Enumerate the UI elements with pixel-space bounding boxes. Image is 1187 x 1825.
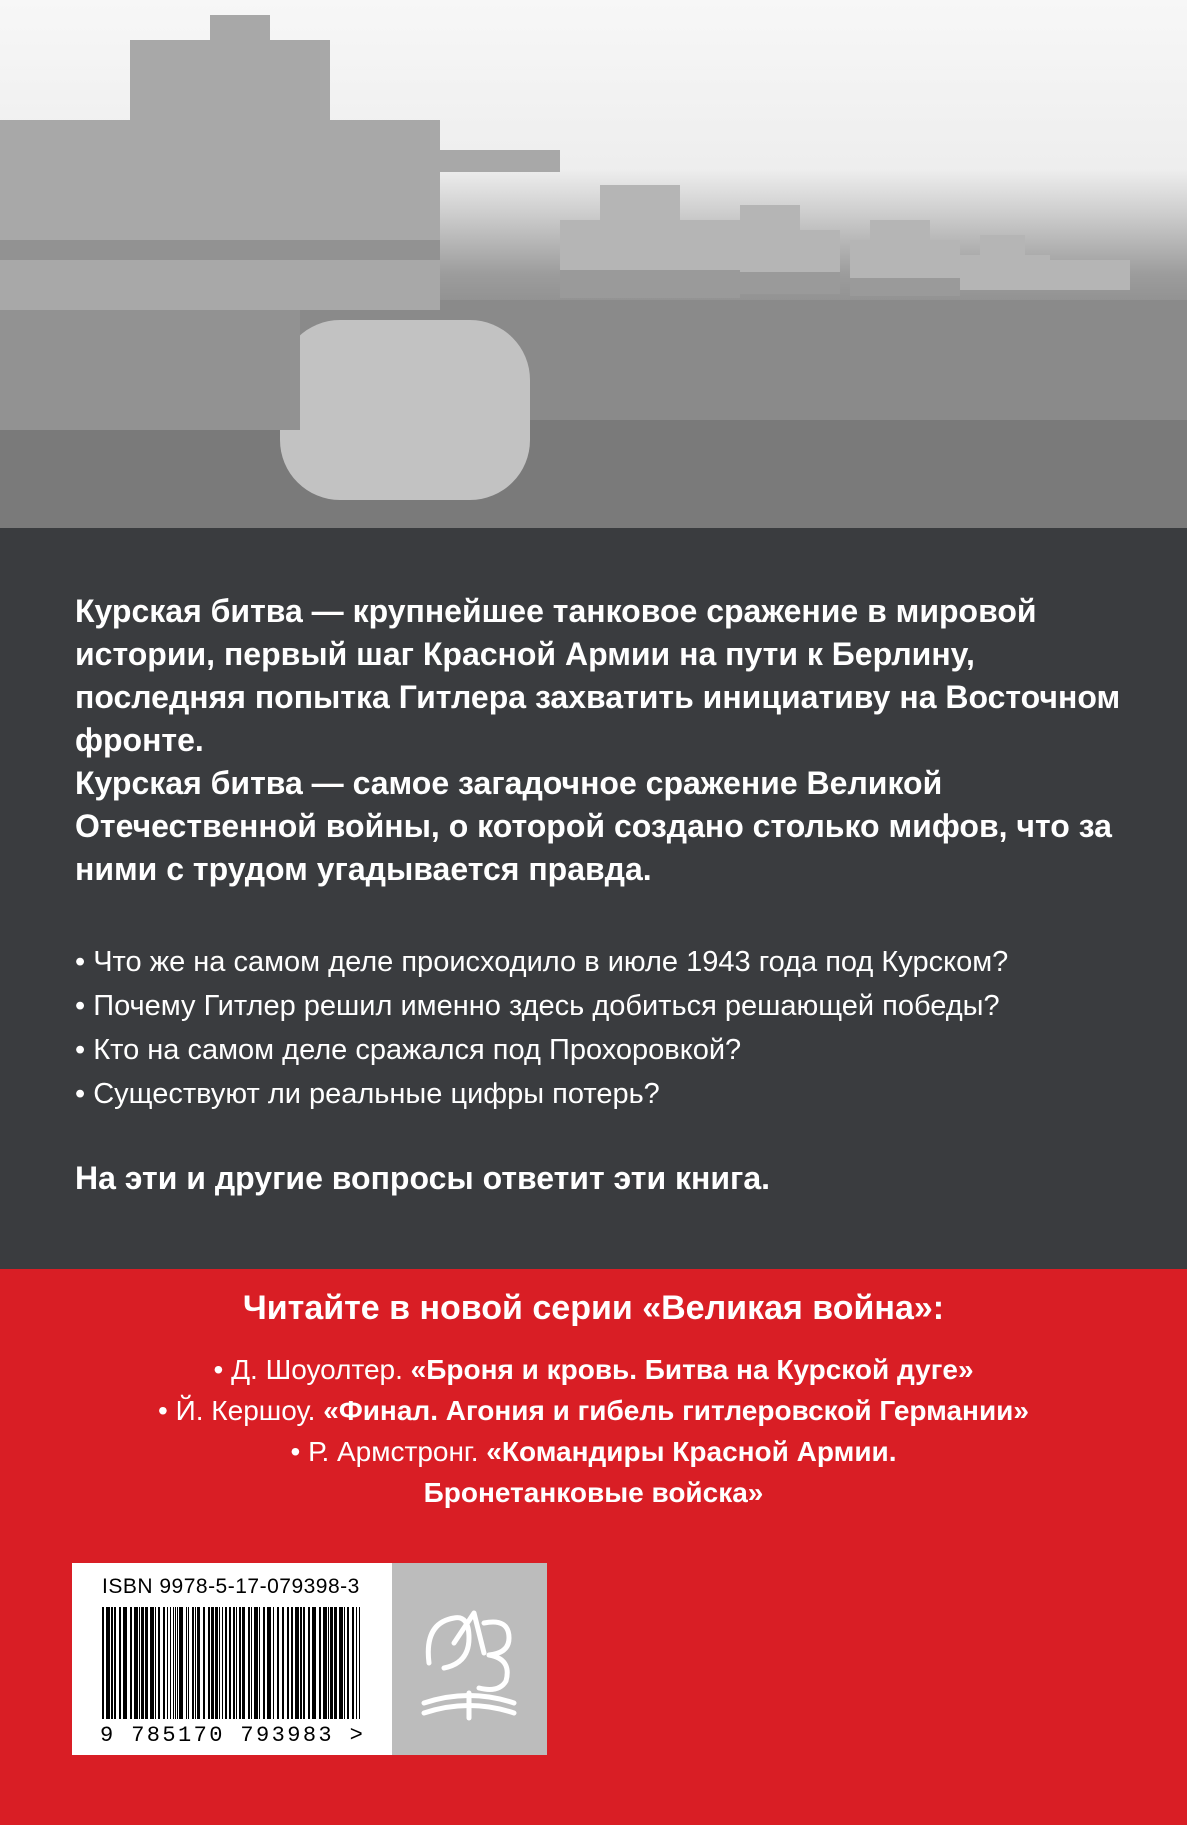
barcode-bar	[303, 1607, 305, 1719]
barcode-bar	[134, 1607, 138, 1719]
barcode-bar	[330, 1607, 333, 1719]
barcode-bar	[339, 1607, 343, 1719]
barcode-bar	[267, 1607, 271, 1719]
barcode-digits: 9 785170 793983 >	[100, 1723, 366, 1748]
question-item: • Что же на самом деле происходило в июле 1943 года под Курском?	[75, 940, 1155, 984]
barcode-bar	[114, 1607, 116, 1719]
barcode-bar	[291, 1607, 293, 1719]
intro-text	[75, 590, 1135, 891]
barcode-bar	[123, 1607, 127, 1719]
barcode-bar	[359, 1607, 360, 1719]
barcode-bar	[300, 1607, 302, 1719]
barcode-bar	[170, 1607, 171, 1719]
barcode-bar	[352, 1607, 354, 1719]
book-title-continued: Бронетанковые войска»	[423, 1477, 764, 1508]
barcode-bar	[179, 1607, 183, 1719]
publisher-logo-icon	[414, 1593, 524, 1723]
question-item: • Почему Гитлер решил именно здесь добиться решающей победы?	[75, 984, 1155, 1028]
book-item	[0, 1349, 1187, 1390]
barcode-bar	[177, 1607, 178, 1719]
barcode-bar	[145, 1607, 148, 1719]
book-title: «Броня и кровь. Битва на Курской дуге»	[410, 1354, 974, 1385]
barcode-bar	[251, 1607, 252, 1719]
barcode-bar	[295, 1607, 299, 1719]
barcode-bar	[106, 1607, 110, 1719]
book-item	[0, 1390, 1187, 1431]
barcode-bar	[282, 1607, 284, 1719]
barcode-bar	[248, 1607, 250, 1719]
barcode-bar	[242, 1607, 245, 1719]
intro-paragraph-1: Курская битва — крупнейшее танковое сражение в мировой истории, первый шаг Красной Армии на пути к Берлину, последняя попытка Гитлера захватить инициативу на Восточном фронте.	[75, 593, 1121, 758]
barcode-bar	[229, 1607, 231, 1719]
barcode-bar	[175, 1607, 176, 1719]
barcode-bar	[155, 1607, 156, 1719]
isbn-label: ISBN 9978-5-17-079398-3	[102, 1575, 360, 1598]
barcode-bar	[308, 1607, 310, 1719]
barcode-bar	[328, 1607, 329, 1719]
intro-paragraph-2: Курская битва — самое загадочное сражение Великой Отечественной войны, о которой создано столько мифов, что за ними с трудом угадывается правда.	[75, 765, 1112, 887]
barcode-bar	[195, 1607, 196, 1719]
barcode-bar	[197, 1607, 200, 1719]
series-heading: Читайте в новой серии «Великая война»:	[242, 1289, 945, 1327]
barcode-bar	[334, 1607, 337, 1719]
tank-column-photo	[0, 0, 1187, 528]
barcode-bar	[102, 1607, 104, 1719]
barcode-bar	[150, 1607, 154, 1719]
description-section	[0, 528, 1187, 1269]
barcode-bar	[119, 1607, 121, 1719]
barcode-bar	[319, 1607, 321, 1719]
book-title: «Командиры Красной Армии.	[486, 1436, 897, 1467]
recommended-books	[0, 1349, 1187, 1513]
barcode-bar	[312, 1607, 316, 1719]
barcode-bar	[192, 1607, 194, 1719]
book-item	[0, 1431, 1187, 1513]
barcode-bar	[158, 1607, 160, 1719]
closing-text: На эти и другие вопросы ответит эти книга.	[75, 1160, 771, 1196]
barcode-bar	[239, 1607, 241, 1719]
barcode-bar	[188, 1607, 189, 1719]
barcode-bar	[211, 1607, 214, 1719]
barcode-bar	[139, 1607, 140, 1719]
barcode-bar	[186, 1607, 187, 1719]
barcode-bar	[141, 1607, 144, 1719]
question-item: • Существуют ли реальные цифры потерь?	[75, 1072, 1155, 1116]
barcode-bar	[203, 1607, 205, 1719]
book-author: Р. Армстронг.	[308, 1436, 479, 1467]
barcode-bar	[344, 1607, 345, 1719]
barcode-bar	[111, 1607, 113, 1719]
barcode-bar	[219, 1607, 220, 1719]
barcode-bar	[347, 1607, 349, 1719]
barcode-bar	[273, 1607, 274, 1719]
barcode-bar	[323, 1607, 327, 1719]
barcode-bar	[208, 1607, 210, 1719]
book-title: «Финал. Агония и гибель гитлеровской Германии»	[323, 1395, 1029, 1426]
questions-list	[75, 940, 1155, 1116]
isbn-barcode-box	[72, 1563, 392, 1755]
barcode-bar	[222, 1607, 223, 1719]
tank-silhouettes	[0, 0, 1187, 528]
barcode-bar	[233, 1607, 235, 1719]
barcode-bar	[259, 1607, 260, 1719]
question-item: • Кто на самом деле сражался под Прохоровкой?	[75, 1028, 1155, 1072]
book-author: Й. Кершоу.	[175, 1395, 316, 1426]
barcode-bar	[254, 1607, 258, 1719]
barcode-bar	[236, 1607, 237, 1719]
barcode-bar	[356, 1607, 357, 1719]
barcode-bar	[263, 1607, 265, 1719]
barcode-bar	[163, 1607, 165, 1719]
barcode-bar	[130, 1607, 132, 1719]
barcode-bar	[173, 1607, 174, 1719]
barcode-bar	[287, 1607, 289, 1719]
barcode-icon	[100, 1607, 370, 1722]
barcode-bar	[225, 1607, 227, 1719]
barcode-bar	[167, 1607, 168, 1719]
barcode-bar	[277, 1607, 279, 1719]
publisher-logo-box	[392, 1563, 547, 1755]
book-author: Д. Шоуолтер.	[231, 1354, 403, 1385]
barcode-bar	[215, 1607, 218, 1719]
